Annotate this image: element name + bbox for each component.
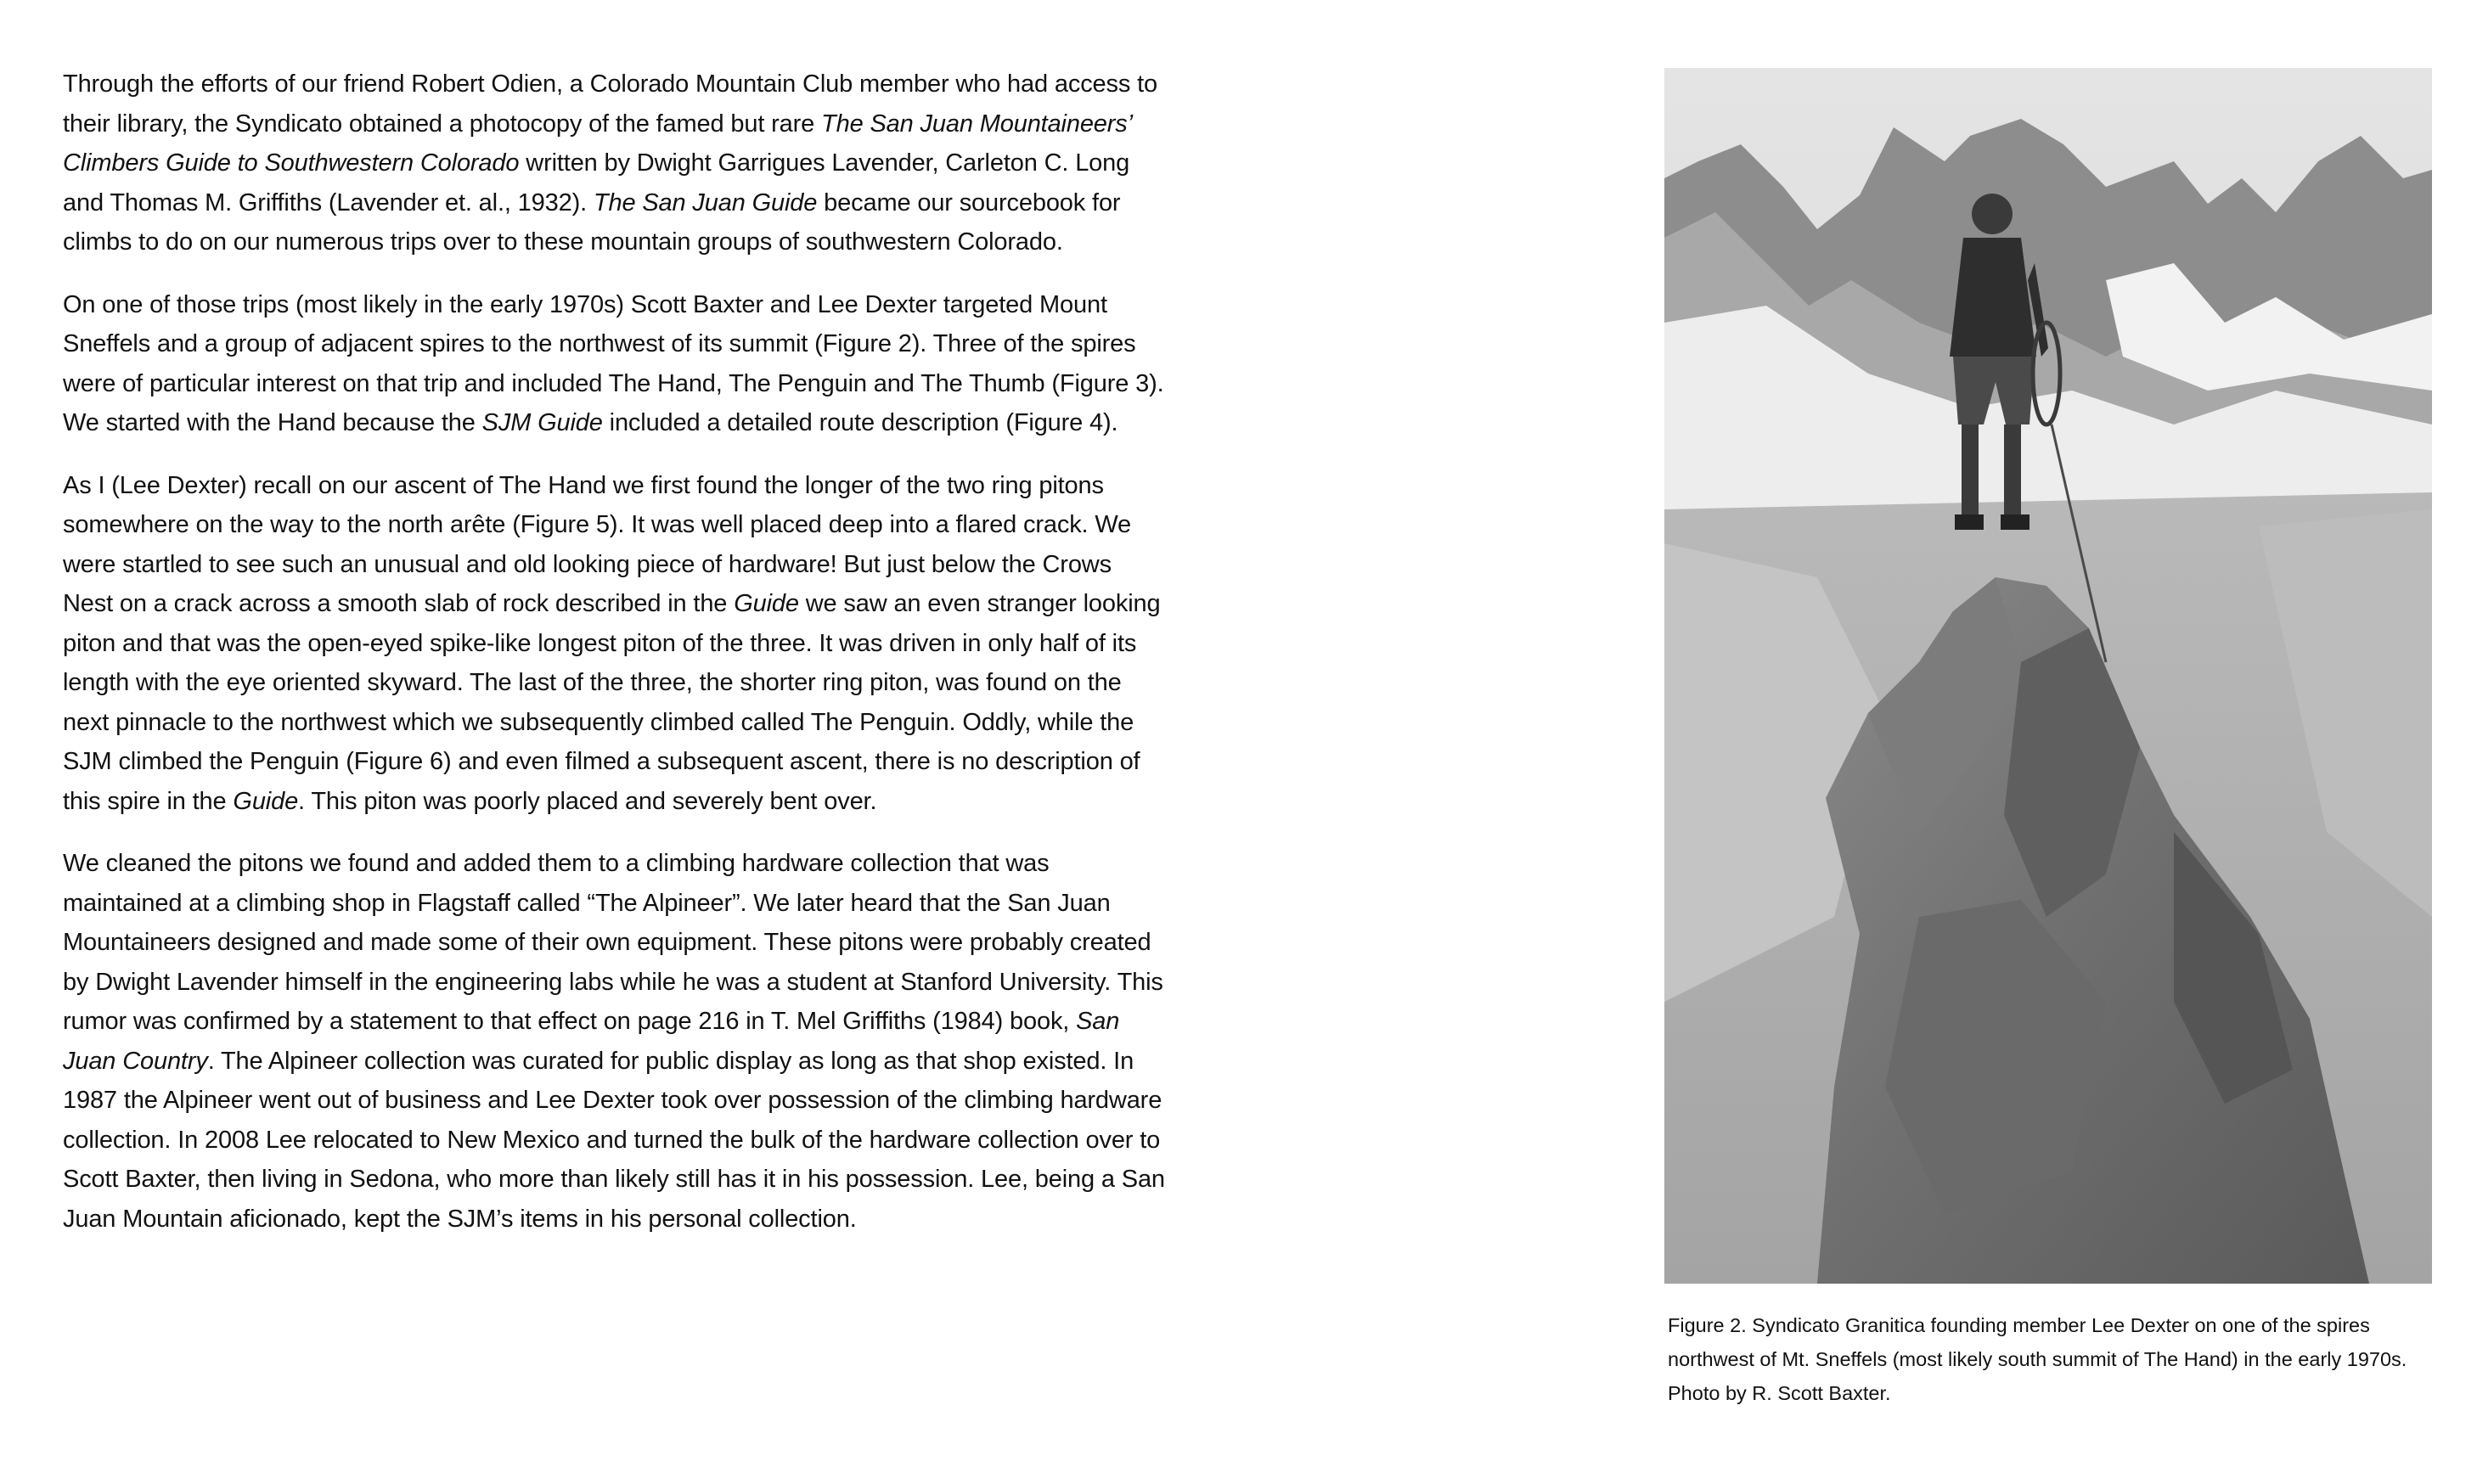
article-body (63, 65, 1167, 1239)
book-title: SJM Guide (481, 409, 603, 436)
book-title: The San Juan Guide (593, 188, 818, 216)
book-title: San Juan Country (63, 1008, 1120, 1075)
text-run: On one of those trips (most likely in the early 1970s) Scott Baxter and Lee Dexter targeted Mount Sneffels and a group of adjacent spires to the northwest of its summit (Figure 2). Three of the spires were of particular interest on that trip and included The Hand, The Penguin and The Thumb (Figure 3). We started with the Hand because the (63, 290, 1164, 436)
text-run: . The Alpineer collection was curated for public display as long as that shop existed. In 1987 the Alpineer went out of business and Lee Dexter took over possession of the climbing hardware collection. In 2008 Lee relocated to New Mexico and turned the bulk of the hardware collection over to Scott Baxter, then living in Sedona, who more than likely still has it in his possession. Lee, being a San Juan Mountain aficionado, kept the SJM’s items in his personal collection. (63, 1047, 1165, 1233)
text-run: As I (Lee Dexter) recall on our ascent of The Hand we first found the longer of the two ring pitons somewhere on the way to the north arête (Figure 5). It was well placed deep into a flared crack. We were startled to see such an unusual and old looking piece of hardware! But just below the Crows Nest on a crack across a smooth slab of rock described in the (63, 471, 1132, 617)
figure-photo (1664, 68, 2432, 1284)
text-run: became our sourcebook for climbs to do on our numerous trips over to these mountain groups of southwestern Colorado. (63, 188, 1121, 256)
text-run: we saw an even stranger looking piton and that was the open-eyed spike-like longest piton of the three. It was driven in only half of its length with the eye oriented skyward. The last of the three, the shorter ring piton, was found on the next pinnacle to the northwest which we subsequently climbed called The Penguin. Oddly, while the SJM climbed the Penguin (Figure 6) and even filmed a subsequent ascent, there is no description of this spire in the (63, 590, 1161, 815)
book-title: The San Juan Mountaineers’ Climbers Guide to Southwestern Colorado (63, 110, 1132, 177)
text-run: Through the efforts of our friend Robert Odien, a Colorado Mountain Club member who had access to their library, the Syndicato obtained a photocopy of the famed but rare (63, 70, 1158, 138)
book-title: Guide (734, 590, 799, 617)
text-run: included a detailed route description (Figure 4). (602, 409, 1118, 436)
paragraph (63, 466, 1167, 822)
text-run: written by Dwight Garrigues Lavender, Carleton C. Long and Thomas M. Griffiths (Lavender et. al., 1932). (63, 149, 1130, 216)
paragraph (63, 65, 1167, 262)
text-run: We cleaned the pitons we found and added them to a climbing hardware collection that was maintained at a climbing shop in Flagstaff called “The Alpineer”. We later heard that the San Juan Mountaineers designed and made some of their own equipment. These pitons were probably created by Dwight Lavender himself in the engineering labs while he was a student at Stanford University. This rumor was confirmed by a statement to that effect on page 216 in T. Mel Griffiths (1984) book, (63, 850, 1163, 1035)
book-title: Guide (233, 787, 299, 815)
paragraph (63, 844, 1167, 1239)
text-run: . This piton was poorly placed and severely bent over. (298, 787, 877, 815)
climber-on-spire-photo (1664, 68, 2432, 1284)
paragraph (63, 285, 1167, 443)
figure-caption: Figure 2. Syndicato Granitica founding member Lee Dexter on one of the spires northwest of Mt. Sneffels (most likely south summit of The Hand) in the early 1970s. Photo by R. Scott Baxter. (1668, 1314, 2407, 1404)
